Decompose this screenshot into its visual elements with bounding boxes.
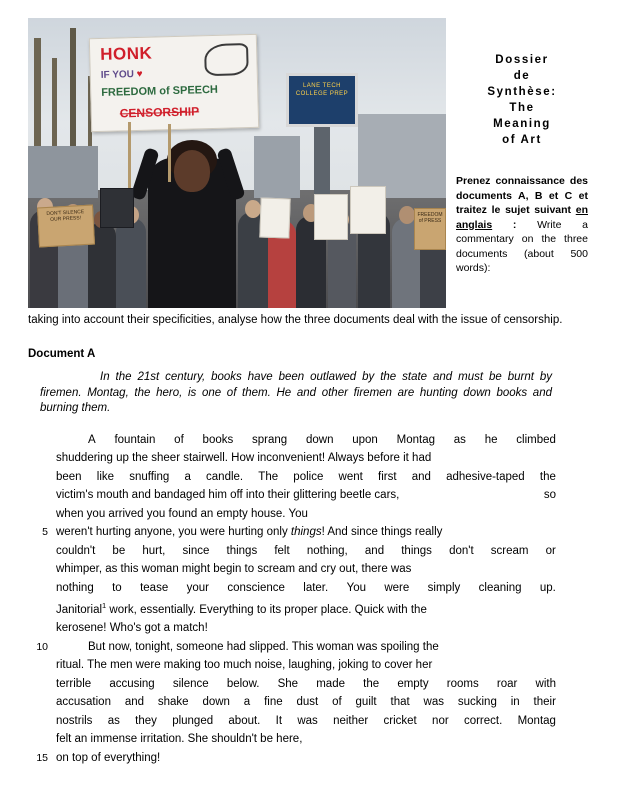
document-a-heading: Document A bbox=[28, 348, 96, 360]
text-line: couldn't be hurt, since things felt nothing, and things don't scream or bbox=[56, 544, 556, 557]
protest-sign-dark bbox=[100, 188, 134, 228]
protest-photo bbox=[28, 18, 446, 308]
instructions-bold-part-1: Prenez connaissance des documents A, B et C et traitez le sujet suivant bbox=[456, 175, 588, 216]
protest-sign-small bbox=[259, 197, 290, 238]
sign-stick bbox=[168, 124, 171, 182]
document-a-intro: In the 21st century, books have been outlawed by the state and must be burnt by firemen. Montag, the hero, is one of them. He and other firemen are hunting down books and burning them. bbox=[40, 371, 552, 414]
dossier-title-line: of Art bbox=[502, 134, 542, 146]
text-line: when you arrived you found an empty house. You bbox=[56, 507, 308, 520]
dossier-title-line: The bbox=[509, 102, 535, 114]
billboard-line2: COLLEGE PREP bbox=[295, 91, 349, 97]
sign-line-freedom: FREEDOM of SPEECH bbox=[101, 83, 219, 99]
text-line: accusation and shake down a fine dust of guilt that was sucking in their bbox=[56, 696, 556, 709]
dossier-title-line: Meaning bbox=[493, 118, 551, 130]
dossier-title-line: Synthèse: bbox=[487, 86, 557, 98]
line-number: 5 bbox=[42, 526, 48, 538]
protest-sign-small bbox=[350, 186, 386, 234]
text-line: shuddering up the sheer stairwell. How inconvenient! Always before it had bbox=[56, 452, 432, 464]
sign-line-ifyou: IF YOU ♥ bbox=[100, 68, 143, 81]
instructions-bold-part-2: : bbox=[492, 218, 538, 231]
text-line: victim's mouth and bandaged him off into their glittering beetle cars, so bbox=[56, 489, 556, 501]
instructions-regular-part: Write a commentary on the three documents (about 500 words): bbox=[456, 218, 588, 274]
text-line: Janitorial$^1$ work, essentially. Everything to its proper place. Quick with the bbox=[56, 601, 427, 616]
dossier-title-line: de bbox=[513, 70, 531, 82]
instructions-underline-part: en anglais bbox=[456, 204, 588, 231]
text-line: nostrils as they plunged about. It was neither cricket nor correct. Montag bbox=[56, 714, 556, 727]
heart-icon: ♥ bbox=[136, 68, 143, 80]
line-number: 15 bbox=[36, 751, 48, 764]
emphasis-things: things bbox=[290, 526, 322, 538]
protest-sign-small bbox=[314, 194, 348, 240]
protest-sign-cardboard: FREEDOM of PRESS bbox=[414, 208, 446, 250]
main-protester-head bbox=[174, 150, 210, 192]
protester-head bbox=[245, 200, 261, 218]
sign-line-censorship: CENSORSHIP bbox=[119, 104, 200, 121]
protester bbox=[116, 218, 146, 308]
dossier-title-line: Dossier bbox=[495, 54, 549, 66]
text-line: been like snuffing a candle. The police went first and adhesive-taped the bbox=[56, 470, 556, 483]
protest-sign-cardboard: DON'T SILENCE OUR PRESS! bbox=[37, 205, 95, 248]
billboard bbox=[286, 73, 358, 127]
billboard-line1: LANE TECH bbox=[302, 83, 342, 89]
protest-sign-main bbox=[89, 34, 259, 132]
text-line: ritual. The men were making too much noise, laughing, joking to cover her bbox=[56, 659, 433, 672]
text-line: 15 on top of everything! bbox=[28, 749, 556, 768]
text-line: felt an immense irritation. She shouldn't be here, bbox=[56, 733, 303, 746]
text-line: whimper, as this woman might begin to scream and cry out, there was bbox=[56, 563, 412, 575]
document-a-body bbox=[28, 431, 590, 768]
text-line: terrible accusing silence below. She made the empty rooms roar with bbox=[56, 677, 556, 690]
protester-head bbox=[399, 206, 415, 224]
sign-stick bbox=[128, 122, 131, 192]
text-line: 5 weren't hurting anyone, you were hurting only things! And since things really bbox=[28, 523, 556, 542]
dossier-title bbox=[456, 52, 588, 148]
pointing-hand-icon bbox=[204, 43, 249, 76]
side-column bbox=[456, 18, 588, 276]
footnote-marker: 1 bbox=[102, 601, 107, 610]
text-line: nothing to tease your conscience later. You were simply cleaning up. bbox=[56, 581, 556, 594]
top-block bbox=[28, 18, 590, 308]
instructions-continued: taking into account their specificities, analyse how the three documents deal with the issue of censorship. bbox=[28, 314, 563, 326]
text-line: A fountain of books sprang down upon Montag as he climbed bbox=[88, 433, 556, 446]
line-number: 10 bbox=[36, 640, 48, 653]
sign-line-honk: HONK bbox=[99, 43, 153, 64]
instructions-paragraph bbox=[456, 174, 588, 276]
text-line: kerosene! Who's got a match! bbox=[56, 622, 208, 635]
text-line: 10 But now, tonight, someone had slipped. This woman was spoiling the bbox=[28, 638, 556, 657]
